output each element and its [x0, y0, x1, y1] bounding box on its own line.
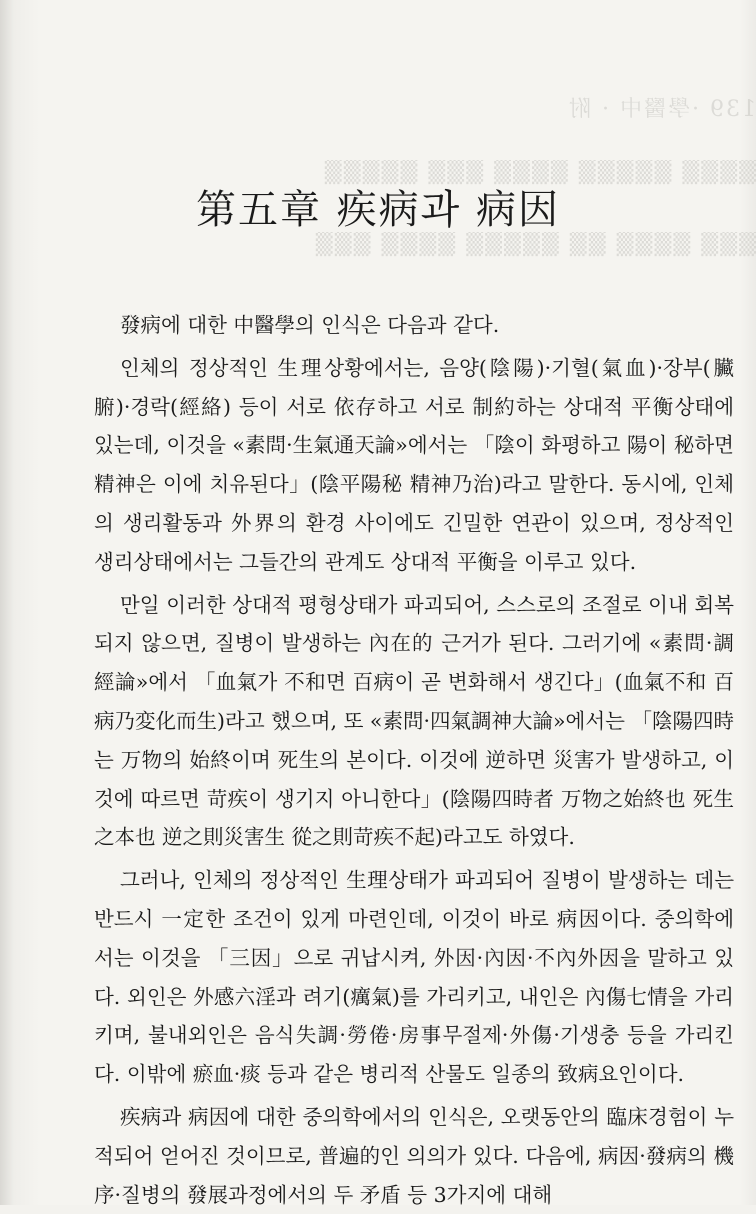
paragraph: 만일 이러한 상대적 평형상태가 파괴되어, 스스로의 조절로 이내 회복되지 않으면, 질병이 발생하는 內在的 근거가 된다. 그러기에 «素問·調經論»에서 「血氣가 不和면 百病이 곧 변화해서 생긴다」(血氣不和 百病乃変化而生)라고 했으며, 또 «素問·四氣調神大論»에서는 「陰陽四時는 万物의 始終이며 死生의 본이다. 이것에 逆하면 災害가 발생하고, 이것에 따르면 苛疾이 생기지 아니한다」(陰陽四時者 万物之始終也 死生之本也 逆之則災害生 從之則苛疾不起)라고도 하였다. [94, 592, 734, 850]
show-through-text: ▒▒▒▒ ▒▒▒▒▒ ▒▒▒▒ ▒▒▒ ▒▒▒▒▒ [322, 160, 756, 185]
paragraph: 그러나, 인체의 정상적인 生理상태가 파괴되어 질병이 발생하는 데는 반드시 一定한 조건이 있게 마련인데, 이것이 바로 病因이다. 중의학에서는 이것을 「三因」으로 귀납시켜, 外因·內因·不內外因을 말하고 있다. 외인은 外感六淫과 려기(癘氣)를 가리키고, 내인은 內傷七情을 가리키며, 불내외인은 음식失調·勞倦·房事무절제·外傷·기생충 등을 가리킨다. 이밖에 瘀血·痰 등과 같은 병리적 산물도 일종의 致病요인이다. [94, 868, 734, 1087]
paragraph: 인체의 정상적인 生理상황에서는, 음양(陰陽)·기혈(氣血)·장부(臟腑)·경락(經絡) 등이 서로 依存하고 서로 制約하는 상대적 平衡상태에 있는데, 이것을 «素問·生氣通天論»에서는 「陰이 화평하고 陽이 秘하면 精神은 이에 치유된다」(陰平陽秘 精神乃治)라고 말한다. 동시에, 인체의 생리활동과 外界의 환경 사이에도 긴밀한 연관이 있으며, 정상적인 생리상태에서는 그들간의 관계도 상대적 平衡을 이루고 있다. [94, 355, 734, 574]
paragraph: 發病에 대한 中醫學의 인식은 다음과 같다. [120, 313, 500, 337]
paragraph: 疾病과 病因에 대한 중의학에서의 인식은, 오랫동안의 臨床경험이 누적되어 얻어진 것이므로, 普遍的인 의의가 있다. 다음에, 病因·發病의 機序·질병의 發展과정에서의 두 矛盾 등 3가지에 대해 [94, 1104, 734, 1207]
body-text [94, 306, 734, 1214]
show-through-text: 139 ·學醫中 · 附 [567, 97, 756, 122]
chapter-title: 第五章 疾病과 病因 [195, 187, 561, 233]
show-through-text: ▒▒▒ ▒▒▒▒ ▒▒ ▒▒▒▒▒ ▒▒▒▒ ▒▒▒ [313, 232, 756, 257]
